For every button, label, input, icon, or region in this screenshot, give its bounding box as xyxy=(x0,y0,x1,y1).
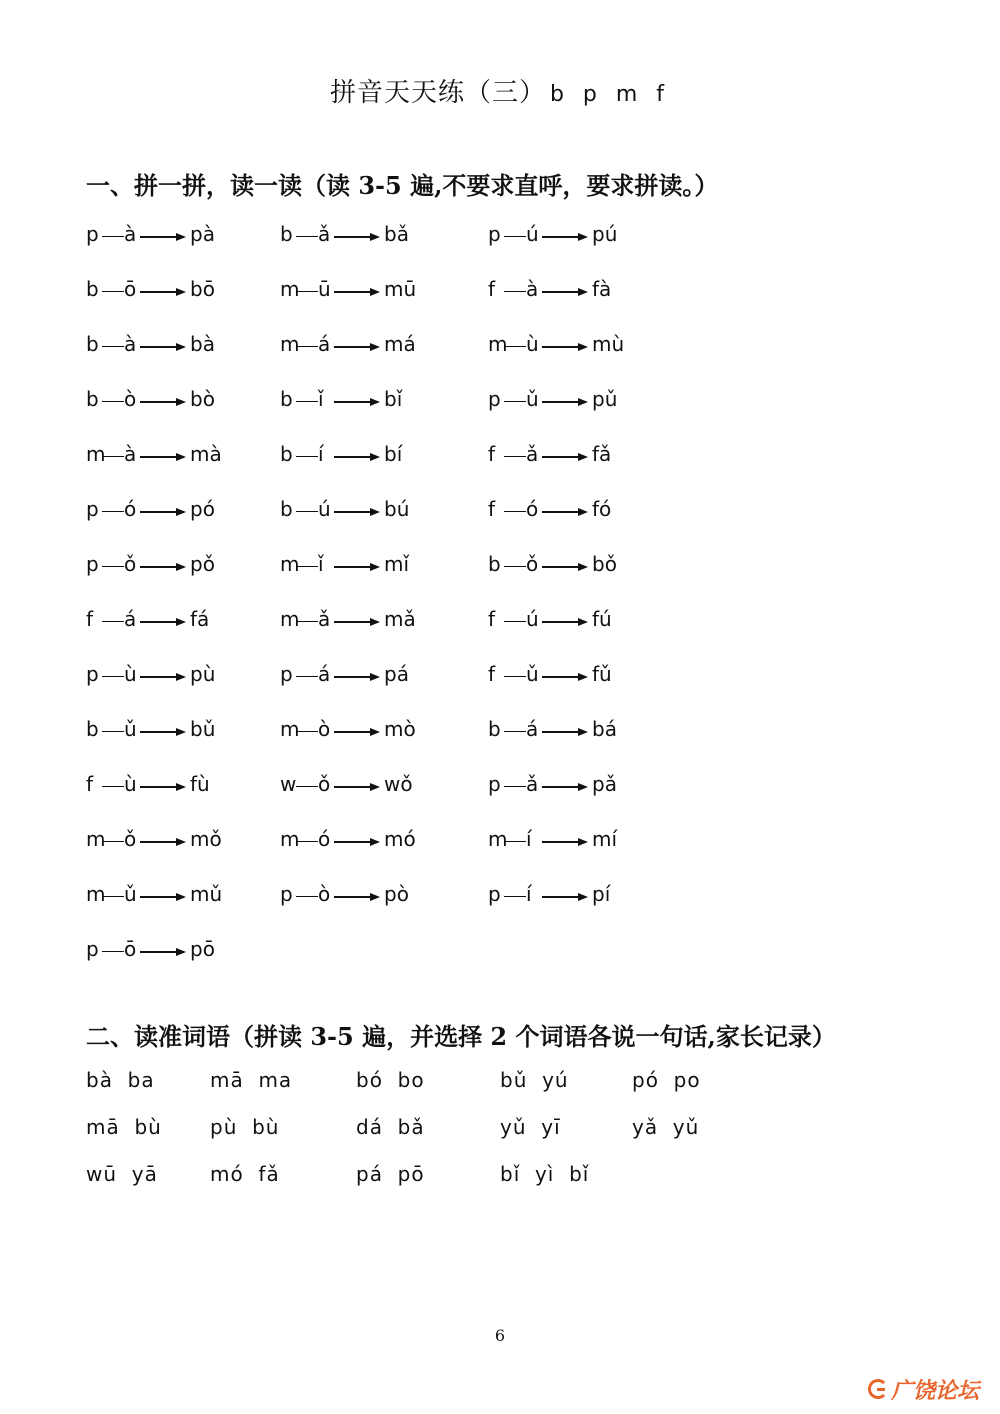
word-item: pù bù xyxy=(210,1115,280,1139)
arrow-icon xyxy=(334,233,380,241)
arrow-icon xyxy=(140,783,186,791)
connector-dash xyxy=(296,841,318,842)
initial-consonant: b xyxy=(86,332,99,356)
arrow-icon xyxy=(542,288,588,296)
syllable-result: bǒ xyxy=(592,552,617,576)
initial-consonant: p xyxy=(86,222,99,246)
connector-dash xyxy=(296,346,318,347)
syllable-result: pó xyxy=(190,497,215,521)
syllable-result: pù xyxy=(190,662,216,686)
connector-dash xyxy=(102,511,124,512)
syllable-result: mǎ xyxy=(384,607,416,631)
pinyin-row xyxy=(86,937,786,992)
initial-consonant: m xyxy=(280,277,300,301)
final-vowel: ù xyxy=(124,772,137,796)
syllable-result: mí xyxy=(592,827,618,851)
initial-consonant: p xyxy=(86,937,99,961)
final-vowel: ú xyxy=(318,497,331,521)
pinyin-row xyxy=(86,607,786,662)
syllable-result: pǒ xyxy=(190,552,215,576)
syllable-result: bǐ xyxy=(384,387,403,411)
initial-consonant: b xyxy=(280,387,293,411)
pinyin-row xyxy=(86,662,786,717)
arrow-icon xyxy=(542,893,588,901)
final-vowel: ǎ xyxy=(318,222,331,246)
initial-consonant: p xyxy=(488,882,501,906)
syllable-result: mù xyxy=(592,332,625,356)
initial-consonant: b xyxy=(488,552,501,576)
initial-consonant: f xyxy=(488,442,496,466)
arrow-icon xyxy=(140,893,186,901)
connector-dash xyxy=(102,456,124,457)
syllable-result: pǎ xyxy=(592,772,617,796)
connector-dash xyxy=(504,621,526,622)
final-vowel: ǔ xyxy=(124,717,137,741)
syllable-result: fú xyxy=(592,607,612,631)
connector-dash xyxy=(504,896,526,897)
initial-consonant: f xyxy=(488,277,496,301)
connector-dash xyxy=(504,676,526,677)
section1-heading: 一、拼一拼，读一读（读 3-5 遍,不要求直呼，要求拼读。） xyxy=(86,171,719,200)
initial-consonant: p xyxy=(488,387,501,411)
arrow-icon xyxy=(334,673,380,681)
word-item: yǔ yī xyxy=(500,1115,561,1139)
word-row xyxy=(86,1162,786,1209)
pinyin-row xyxy=(86,387,786,442)
pinyin-row xyxy=(86,827,786,882)
final-vowel: í xyxy=(526,882,532,906)
arrow-icon xyxy=(140,673,186,681)
syllable-result: bí xyxy=(384,442,403,466)
arrow-icon xyxy=(140,233,186,241)
connector-dash xyxy=(102,621,124,622)
initial-consonant: p xyxy=(280,662,293,686)
initial-consonant: m xyxy=(280,607,300,631)
arrow-icon xyxy=(140,508,186,516)
word-item: yǎ yǔ xyxy=(632,1115,700,1139)
arrow-icon xyxy=(140,343,186,351)
initial-consonant: p xyxy=(86,497,99,521)
syllable-result: pō xyxy=(190,937,215,961)
initial-consonant: b xyxy=(280,442,293,466)
word-item: mā bù xyxy=(86,1115,162,1139)
final-vowel: ǐ xyxy=(318,387,324,411)
connector-dash xyxy=(504,291,526,292)
final-vowel: ò xyxy=(318,717,331,741)
initial-consonant: p xyxy=(488,222,501,246)
initial-consonant: b xyxy=(280,497,293,521)
logo-icon xyxy=(868,1379,888,1399)
arrow-icon xyxy=(542,673,588,681)
title-chinese: 拼音天天练（三） xyxy=(329,78,546,108)
title-latin: b p m f xyxy=(549,82,671,107)
syllable-result: pò xyxy=(384,882,409,906)
final-vowel: í xyxy=(318,442,324,466)
syllable-result: fǔ xyxy=(592,662,612,686)
initial-consonant: b xyxy=(488,717,501,741)
word-row xyxy=(86,1068,786,1115)
final-vowel: à xyxy=(124,222,137,246)
pinyin-row xyxy=(86,717,786,772)
final-vowel: à xyxy=(124,442,137,466)
final-vowel: ǒ xyxy=(318,772,331,796)
arrow-icon xyxy=(140,948,186,956)
final-vowel: á xyxy=(526,717,539,741)
connector-dash xyxy=(504,236,526,237)
connector-dash xyxy=(102,786,124,787)
word-item: pá pō xyxy=(356,1162,425,1186)
pinyin-row xyxy=(86,772,786,827)
pinyin-row xyxy=(86,552,786,607)
final-vowel: á xyxy=(318,332,331,356)
word-item: wū yā xyxy=(86,1162,158,1186)
pinyin-row xyxy=(86,442,786,497)
initial-consonant: p xyxy=(280,882,293,906)
arrow-icon xyxy=(542,838,588,846)
syllable-result: pú xyxy=(592,222,618,246)
initial-consonant: f xyxy=(488,662,496,686)
syllable-result: pí xyxy=(592,882,611,906)
initial-consonant: b xyxy=(280,222,293,246)
connector-dash xyxy=(296,621,318,622)
syllable-result: fà xyxy=(592,277,612,301)
arrow-icon xyxy=(542,343,588,351)
word-item: dá bǎ xyxy=(356,1115,425,1139)
pinyin-row xyxy=(86,882,786,937)
arrow-icon xyxy=(542,728,588,736)
arrow-icon xyxy=(334,453,380,461)
arrow-icon xyxy=(542,453,588,461)
arrow-icon xyxy=(334,728,380,736)
arrow-icon xyxy=(542,508,588,516)
page-number: 6 xyxy=(494,1326,506,1345)
final-vowel: ù xyxy=(124,662,137,686)
initial-consonant: b xyxy=(86,277,99,301)
connector-dash xyxy=(296,511,318,512)
final-vowel: á xyxy=(124,607,137,631)
word-item: mā ma xyxy=(210,1068,293,1092)
arrow-icon xyxy=(140,618,186,626)
final-vowel: ū xyxy=(318,277,331,301)
word-item: bà ba xyxy=(86,1068,155,1092)
arrow-icon xyxy=(334,343,380,351)
syllable-result: mǔ xyxy=(190,882,223,906)
pinyin-practice-grid xyxy=(86,222,786,992)
word-item: mó fǎ xyxy=(210,1162,280,1186)
syllable-result: mà xyxy=(190,442,222,466)
initial-consonant: m xyxy=(488,827,508,851)
initial-consonant: p xyxy=(86,662,99,686)
connector-dash xyxy=(504,786,526,787)
initial-consonant: m xyxy=(86,827,106,851)
arrow-icon xyxy=(334,893,380,901)
pinyin-row xyxy=(86,332,786,387)
initial-consonant: m xyxy=(488,332,508,356)
page-title xyxy=(0,72,1000,109)
syllable-result: mó xyxy=(384,827,416,851)
arrow-icon xyxy=(334,838,380,846)
syllable-result: mǒ xyxy=(190,827,222,851)
final-vowel: ó xyxy=(526,497,539,521)
connector-dash xyxy=(296,676,318,677)
connector-dash xyxy=(296,291,318,292)
syllable-result: bà xyxy=(190,332,215,356)
syllable-result: bá xyxy=(592,717,617,741)
section2-heading: 二、读准词语（拼读 3-5 遍，并选择 2 个词语各说一句话,家长记录） xyxy=(86,1022,836,1051)
initial-consonant: f xyxy=(488,497,496,521)
syllable-result: bǔ xyxy=(190,717,216,741)
initial-consonant: b xyxy=(86,717,99,741)
syllable-result: bú xyxy=(384,497,410,521)
initial-consonant: m xyxy=(280,827,300,851)
connector-dash xyxy=(296,731,318,732)
arrow-icon xyxy=(542,233,588,241)
syllable-result: má xyxy=(384,332,416,356)
connector-dash xyxy=(102,401,124,402)
pinyin-row xyxy=(86,277,786,332)
syllable-result: mǐ xyxy=(384,552,410,576)
arrow-icon xyxy=(334,563,380,571)
connector-dash xyxy=(102,566,124,567)
final-vowel: ù xyxy=(526,332,539,356)
arrow-icon xyxy=(334,508,380,516)
word-row xyxy=(86,1115,786,1162)
word-list xyxy=(86,1068,786,1209)
initial-consonant: f xyxy=(86,607,94,631)
final-vowel: ō xyxy=(124,277,137,301)
connector-dash xyxy=(102,291,124,292)
syllable-result: pǔ xyxy=(592,387,618,411)
connector-dash xyxy=(296,566,318,567)
final-vowel: ō xyxy=(124,937,137,961)
final-vowel: ò xyxy=(318,882,331,906)
syllable-result: fù xyxy=(190,772,210,796)
syllable-result: pà xyxy=(190,222,215,246)
syllable-result: fá xyxy=(190,607,210,631)
initial-consonant: m xyxy=(86,442,106,466)
final-vowel: ǎ xyxy=(526,442,539,466)
arrow-icon xyxy=(542,618,588,626)
final-vowel: ǒ xyxy=(124,827,137,851)
arrow-icon xyxy=(140,563,186,571)
arrow-icon xyxy=(334,288,380,296)
connector-dash xyxy=(296,236,318,237)
final-vowel: ǔ xyxy=(526,387,539,411)
final-vowel: ǒ xyxy=(124,552,137,576)
initial-consonant: m xyxy=(86,882,106,906)
connector-dash xyxy=(296,896,318,897)
arrow-icon xyxy=(542,563,588,571)
initial-consonant: m xyxy=(280,332,300,356)
watermark-text: 广饶论坛 xyxy=(891,1378,980,1404)
final-vowel: ò xyxy=(124,387,137,411)
initial-consonant: f xyxy=(488,607,496,631)
connector-dash xyxy=(102,731,124,732)
arrow-icon xyxy=(334,783,380,791)
watermark-logo xyxy=(868,1373,979,1405)
syllable-result: bò xyxy=(190,387,215,411)
syllable-result: bǎ xyxy=(384,222,409,246)
connector-dash xyxy=(504,346,526,347)
connector-dash xyxy=(102,841,124,842)
final-vowel: ú xyxy=(526,222,539,246)
syllable-result: mò xyxy=(384,717,416,741)
arrow-icon xyxy=(140,453,186,461)
final-vowel: à xyxy=(124,332,137,356)
final-vowel: ǐ xyxy=(318,552,324,576)
connector-dash xyxy=(296,456,318,457)
connector-dash xyxy=(504,456,526,457)
final-vowel: ǎ xyxy=(318,607,331,631)
arrow-icon xyxy=(334,618,380,626)
final-vowel: ǔ xyxy=(526,662,539,686)
syllable-result: pá xyxy=(384,662,409,686)
arrow-icon xyxy=(542,783,588,791)
pinyin-row xyxy=(86,497,786,552)
initial-consonant: p xyxy=(86,552,99,576)
connector-dash xyxy=(102,676,124,677)
arrow-icon xyxy=(140,398,186,406)
connector-dash xyxy=(504,401,526,402)
connector-dash xyxy=(504,841,526,842)
connector-dash xyxy=(504,511,526,512)
arrow-icon xyxy=(140,288,186,296)
initial-consonant: m xyxy=(280,717,300,741)
final-vowel: ó xyxy=(318,827,331,851)
initial-consonant: f xyxy=(86,772,94,796)
word-item: bǐ yì bǐ xyxy=(500,1162,590,1186)
syllable-result: fǎ xyxy=(592,442,612,466)
word-item: bó bo xyxy=(356,1068,425,1092)
connector-dash xyxy=(504,731,526,732)
initial-consonant: b xyxy=(86,387,99,411)
arrow-icon xyxy=(542,398,588,406)
syllable-result: bō xyxy=(190,277,215,301)
word-item: pó po xyxy=(632,1068,701,1092)
syllable-result: fó xyxy=(592,497,612,521)
syllable-result: wǒ xyxy=(384,772,413,796)
final-vowel: í xyxy=(526,827,532,851)
connector-dash xyxy=(102,236,124,237)
initial-consonant: m xyxy=(280,552,300,576)
final-vowel: ó xyxy=(124,497,137,521)
connector-dash xyxy=(102,951,124,952)
word-item: bǔ yú xyxy=(500,1068,569,1092)
connector-dash xyxy=(102,346,124,347)
initial-consonant: w xyxy=(280,772,297,796)
syllable-result: mū xyxy=(384,277,417,301)
final-vowel: à xyxy=(526,277,539,301)
connector-dash xyxy=(504,566,526,567)
initial-consonant: p xyxy=(488,772,501,796)
connector-dash xyxy=(102,896,124,897)
final-vowel: ǔ xyxy=(124,882,137,906)
final-vowel: ǒ xyxy=(526,552,539,576)
arrow-icon xyxy=(140,838,186,846)
final-vowel: ǎ xyxy=(526,772,539,796)
pinyin-row xyxy=(86,222,786,277)
connector-dash xyxy=(296,401,318,402)
final-vowel: á xyxy=(318,662,331,686)
connector-dash xyxy=(296,786,318,787)
arrow-icon xyxy=(334,398,380,406)
final-vowel: ú xyxy=(526,607,539,631)
arrow-icon xyxy=(140,728,186,736)
